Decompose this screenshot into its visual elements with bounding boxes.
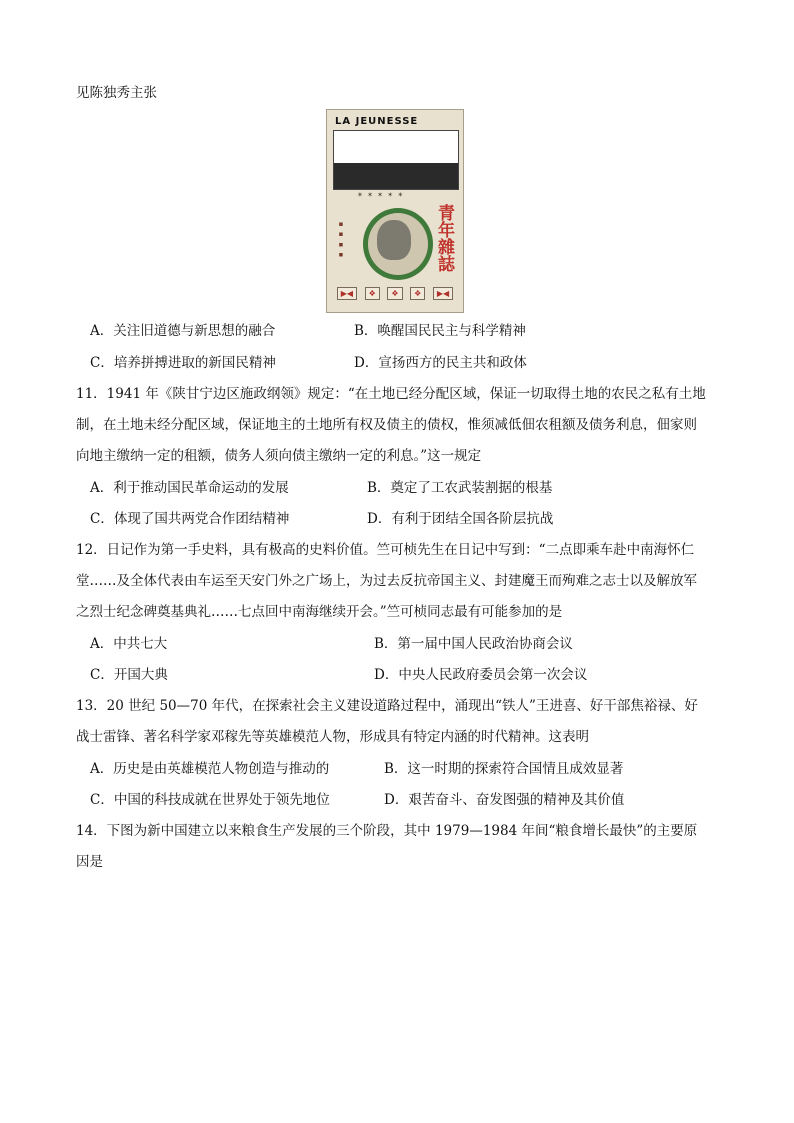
option-letter: B． [384,761,408,777]
q10-option-c[interactable] [90,353,276,373]
q10-option-b[interactable] [354,321,526,341]
option-letter: B． [354,323,378,339]
ornament-icon: ❖ [365,287,380,300]
q13-option-b[interactable] [384,759,623,779]
q11-stem-line: 向地主缴纳一定的租额，债务人须向债主缴纳一定的利息。”这一规定 [76,448,482,464]
ornament-icon: ❖ [410,287,425,300]
option-text: 第一届中国人民政治协商会议 [397,636,573,652]
cover-portrait [377,220,411,260]
option-letter: B． [367,480,391,496]
cover-crowd-illustration [333,130,459,190]
option-letter: C． [90,792,114,808]
option-letter: D． [354,355,379,371]
cover-side-note: ▪ ▪ ▪ ▪ [337,220,345,259]
q11-option-a[interactable] [90,478,289,498]
q10-option-d[interactable] [354,353,527,373]
ornament-icon: ▶◀ [337,287,357,300]
option-text: 历史是由英雄模范人物创造与推动的 [113,761,330,777]
option-letter: D． [367,511,392,527]
option-letter: C． [90,355,114,371]
q11-option-c[interactable] [90,509,289,529]
q12-option-a[interactable] [90,634,167,654]
q11-stem-line: 11．1941 年《陕甘宁边区施政纲领》规定：“在土地已经分配区域，保证一切取得土地的农民之私有土地 [76,386,706,402]
q11-option-d[interactable] [367,509,553,529]
q12-option-d[interactable] [374,665,587,685]
option-text: 有利于团结全国各阶层抗战 [391,511,554,527]
option-text: 宣扬西方的民主共和政体 [378,355,527,371]
option-letter: D． [384,792,409,808]
ornament-icon: ❖ [387,287,402,300]
option-text: 开国大典 [113,667,168,683]
q12-option-c[interactable] [90,665,168,685]
q13-stem-line: 战士雷锋、著名科学家邓稼先等英雄模范人物，形成具有特定内涵的时代精神。这表明 [76,729,589,745]
option-letter: A． [90,636,114,652]
option-text: 艰苦奋斗、奋发图强的精神及其价值 [408,792,625,808]
option-text: 培养拼搏进取的新国民精神 [113,355,276,371]
option-letter: C． [90,511,114,527]
option-text: 中国的科技成就在世界处于领先地位 [113,792,330,808]
q14-stem-line: 因是 [76,854,103,870]
q12-stem-line: 之烈士纪念碑奠基典礼……七点回中南海继续开会。”竺可桢同志最有可能参加的是 [76,604,563,620]
q11-option-b[interactable] [367,478,552,498]
q12-stem-line: 堂……及全体代表由车运至天安门外之广场上，为过去反抗帝国主义、封建魔王而殉难之志士以及解放军 [76,573,697,589]
q11-stem-line: 制，在土地未经分配区域，保证地主的土地所有权及债主的债权，惟须减低佃农租额及债务利息，佃家则 [76,417,697,433]
option-text: 这一时期的探索符合国情且成效显著 [407,761,624,777]
option-letter: C． [90,667,114,683]
q10-option-a[interactable] [90,321,275,341]
cover-footer-ornaments [333,282,457,304]
cover-chinese-title: 青年雜誌 [434,204,454,272]
q12-stem-line: 12．日记作为第一手史料，具有极高的史料价值。竺可桢先生在日记中写到：“二点即乘车赴中南海怀仁 [76,542,695,558]
option-text: 唤醒国民民主与科学精神 [377,323,526,339]
option-letter: A． [90,480,114,496]
q12-option-b[interactable] [374,634,573,654]
option-letter: A． [90,761,114,777]
option-text: 体现了国共两党合作团结精神 [113,511,290,527]
cover-title: LA JEUNESSE [335,116,419,127]
option-text: 中共七大 [113,636,168,652]
option-text: 中央人民政府委员会第一次会议 [398,667,588,683]
option-letter: B． [374,636,398,652]
option-text: 关注旧道德与新思想的融合 [113,323,276,339]
q13-stem-line: 13．20 世纪 50—70 年代，在探索社会主义建设道路过程中，涌现出“铁人”王进喜、好干部焦裕禄、好 [76,698,698,714]
q13-option-a[interactable] [90,759,329,779]
option-letter: D． [374,667,399,683]
ornament-icon: ▶◀ [433,287,453,300]
option-letter: A． [90,323,114,339]
option-text: 奠定了工农武装割据的根基 [390,480,553,496]
la-jeunesse-cover-image [326,109,464,313]
cover-ornament: ✶ ✶ ✶ ✶ ✶ [357,191,405,199]
q13-option-c[interactable] [90,790,330,810]
option-text: 利于推动国民革命运动的发展 [113,480,289,496]
q13-option-d[interactable] [384,790,624,810]
header-text: 见陈独秀主张 [76,85,157,101]
q14-stem-line: 14．下图为新中国建立以来粮食生产发展的三个阶段，其中 1979—1984 年间“粮食增长最快”的主要原 [76,823,698,839]
